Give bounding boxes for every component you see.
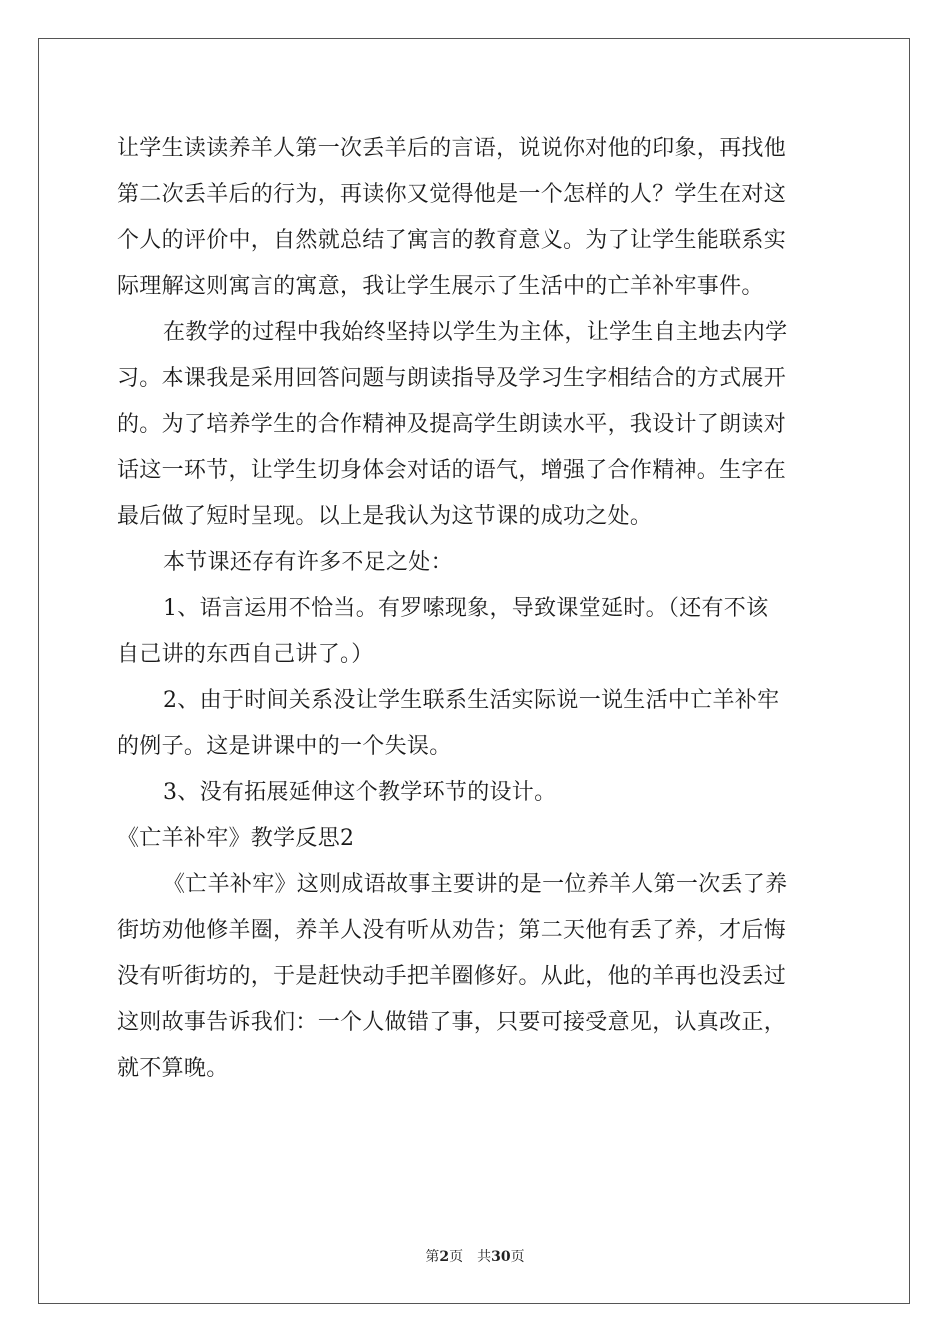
list-item-3-line: 3、没有拓展延伸这个教学环节的设计。 <box>163 780 557 805</box>
text-line: 际理解这则寓言的寓意，我让学生展示了生活中的亡羊补牢事件。 <box>117 274 764 299</box>
paragraph-start-line: 本节课还存有许多不足之处： <box>163 550 453 575</box>
text-line: 这则故事告诉我们：一个人做错了事，只要可接受意见，认真改正， <box>117 1010 787 1035</box>
text-line: 让学生读读养羊人第一次丢羊后的言语，说说你对他的印象，再找他 <box>117 136 787 161</box>
total-suffix: 页 <box>510 1249 525 1265</box>
list-item-2-continuation: 的例子。这是讲课中的一个失误。 <box>117 734 452 759</box>
document-body <box>117 131 835 1097</box>
text-line: 话这一环节，让学生切身体会对话的语气，增强了合作精神。生字在 <box>117 458 787 483</box>
text-line: 最后做了短时呈现。以上是我认为这节课的成功之处。 <box>117 504 653 529</box>
text-line: 个人的评价中，自然就总结了寓言的教育意义。为了让学生能联系实 <box>117 228 787 253</box>
text-line: 就不算晚。 <box>117 1056 229 1081</box>
page-suffix: 页 <box>449 1249 464 1265</box>
list-item-2-line: 2、由于时间关系没让学生联系生活实际说一说生活中亡羊补牢 <box>163 688 780 713</box>
text-line: 第二次丢羊后的行为，再读你又觉得他是一个怎样的人？学生在对这 <box>117 182 787 207</box>
text-line: 街坊劝他修羊圈，养羊人没有听从劝告；第二天他有丢了养，才后悔 <box>117 918 787 943</box>
paragraph-start-line: 在教学的过程中我始终坚持以学生为主体，让学生自主地去内学 <box>163 320 788 345</box>
text-line: 没有听街坊的，于是赶快动手把羊圈修好。从此，他的羊再也没丢过 <box>117 964 787 989</box>
list-item-1-continuation: 自己讲的东西自己讲了。） <box>117 642 374 667</box>
page-footer <box>0 1247 950 1267</box>
text-line: 习。本课我是采用回答问题与朗读指导及学习生字相结合的方式展开 <box>117 366 787 391</box>
section-heading: 《亡羊补牢》教学反思2 <box>117 826 355 851</box>
total-prefix: 共 <box>477 1249 492 1265</box>
page-prefix: 第 <box>425 1249 440 1265</box>
text-line: 的。为了培养学生的合作精神及提高学生朗读水平，我设计了朗读对 <box>117 412 787 437</box>
paragraph-start-line: 《亡羊补牢》这则成语故事主要讲的是一位养羊人第一次丢了养 <box>163 872 788 897</box>
page-number: 2 <box>439 1249 450 1265</box>
total-pages: 30 <box>491 1249 511 1265</box>
list-item-1-line: 1、语言运用不恰当。有罗嗦现象，导致课堂延时。（还有不该 <box>163 596 769 621</box>
